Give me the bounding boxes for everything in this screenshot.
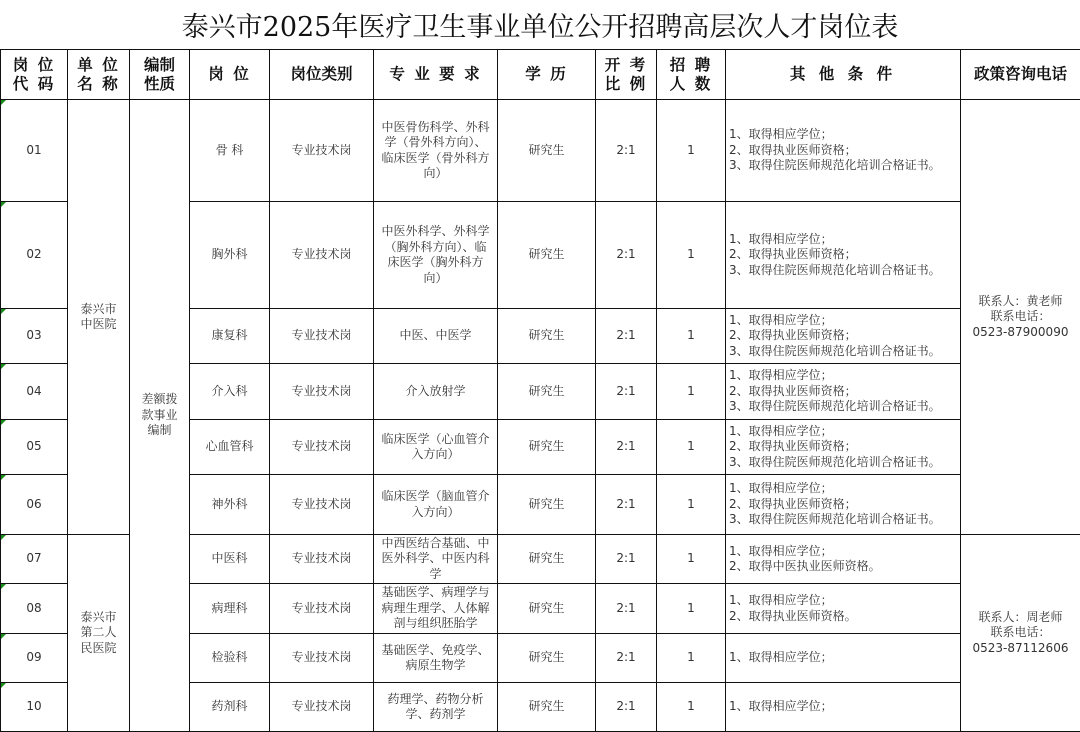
contact-phone: 0523-87900090 [972,324,1069,339]
major-cell: 中西医结合基础、中医外科学、中医内科学 [374,535,498,584]
header-unit [68,50,130,100]
code-cell: 03 [1,309,68,364]
contact-person: 联系人：周老师 [978,609,1063,624]
category-cell: 专业技术岗 [270,420,374,475]
count-cell: 1 [657,475,726,535]
header-major: 专 业 要 求 [374,50,498,100]
conditions-cell [726,364,961,420]
education-cell: 研究生 [498,202,596,309]
contact-person: 联系人：黄老师 [978,293,1063,308]
header-ratio-line2: 比 例 [604,74,648,93]
ratio-cell: 2:1 [596,475,657,535]
condition-line: 3、取得住院医师规范化培训合格证书。 [729,512,941,527]
table-row [1,100,1080,202]
header-row [1,50,1080,100]
code-cell: 01 [1,100,68,202]
post-cell: 胸外科 [190,202,270,309]
contact-cell [961,100,1080,535]
condition-line: 2、取得执业医师资格； [729,142,857,157]
header-code-line1: 岗 位 [12,55,56,74]
conditions-cell [726,202,961,309]
condition-line: 3、取得住院医师规范化培训合格证书。 [729,454,941,469]
major-cell: 基础医学、免疫学、病原生物学 [374,634,498,683]
condition-line: 1、取得相应学位； [729,593,833,607]
count-cell: 1 [657,202,726,309]
major-cell: 临床医学（心血管介入方向） [374,420,498,475]
positions-table [0,49,1080,732]
unit-cell: 泰兴市中医院 [68,100,130,535]
post-cell: 康复科 [190,309,270,364]
header-unit-line1: 单 位 [77,55,120,74]
major-cell: 中医骨伤科学、外科学（骨外科方向）、临床医学（骨外科方向） [374,100,498,202]
conditions-cell [726,683,961,732]
education-cell: 研究生 [498,309,596,364]
condition-line: 3、取得住院医师规范化培训合格证书。 [729,158,941,173]
conditions-cell [726,535,961,584]
education-cell: 研究生 [498,683,596,732]
contact-label: 联系电话： [990,625,1051,640]
category-cell: 专业技术岗 [270,535,374,584]
ratio-cell: 2:1 [596,535,657,584]
header-unit-line2: 名 称 [77,74,120,93]
education-cell: 研究生 [498,364,596,420]
post-cell: 病理科 [190,584,270,634]
code-cell: 02 [1,202,68,309]
header-phone: 政策咨询电话 [961,50,1080,100]
condition-line: 1、取得相应学位； [729,543,833,558]
conditions-cell [726,100,961,202]
header-category: 岗位类别 [270,50,374,100]
condition-line: 1、取得相应学位； [729,423,833,438]
condition-line: 1、取得相应学位； [729,127,833,142]
ratio-cell: 2:1 [596,100,657,202]
category-cell: 专业技术岗 [270,100,374,202]
header-nature-line2: 性质 [143,74,175,93]
condition-line: 1、取得相应学位； [729,650,833,665]
post-cell: 药剂科 [190,683,270,732]
count-cell: 1 [657,634,726,683]
condition-line: 2、取得执业医师资格； [729,328,857,343]
code-cell: 10 [1,683,68,732]
education-cell: 研究生 [498,100,596,202]
header-code [1,50,68,100]
ratio-cell: 2:1 [596,420,657,475]
ratio-cell: 2:1 [596,683,657,732]
count-cell: 1 [657,535,726,584]
nature-cell: 差额拨款事业编制 [130,100,190,732]
ratio-cell: 2:1 [596,634,657,683]
condition-line: 2、取得执业医师资格； [729,383,857,398]
unit-cell: 泰兴市第二人民医院 [68,535,130,732]
code-cell: 05 [1,420,68,475]
post-cell: 神外科 [190,475,270,535]
conditions-cell [726,309,961,364]
code-cell: 07 [1,535,68,584]
major-cell: 基础医学、病理学与病理生理学、人体解剖与组织胚胎学 [374,584,498,634]
major-cell: 药理学、药物分析学、药剂学 [374,683,498,732]
education-cell: 研究生 [498,420,596,475]
count-cell: 1 [657,100,726,202]
condition-line: 3、取得住院医师规范化培训合格证书。 [729,343,941,358]
header-count [657,50,726,100]
education-cell: 研究生 [498,475,596,535]
post-cell: 心血管科 [190,420,270,475]
header-post: 岗 位 [190,50,270,100]
ratio-cell: 2:1 [596,202,657,309]
condition-line: 3、取得住院医师规范化培训合格证书。 [729,262,941,277]
header-count-line1: 招 聘 [669,55,713,74]
code-cell: 08 [1,584,68,634]
category-cell: 专业技术岗 [270,475,374,535]
count-cell: 1 [657,309,726,364]
count-cell: 1 [657,584,726,634]
category-cell: 专业技术岗 [270,202,374,309]
condition-line: 2、取得执业医师资格。 [729,608,857,623]
header-conditions: 其 他 条 件 [726,50,961,100]
category-cell: 专业技术岗 [270,309,374,364]
condition-line: 1、取得相应学位； [729,231,833,246]
ratio-cell: 2:1 [596,309,657,364]
header-count-line2: 人 数 [669,74,713,93]
major-cell: 中医外科学、外科学（胸外科方向）、临床医学（胸外科方向） [374,202,498,309]
ratio-cell: 2:1 [596,584,657,634]
condition-line: 2、取得执业医师资格； [729,496,857,511]
major-cell: 临床医学（脑血管介入方向） [374,475,498,535]
contact-label: 联系电话： [990,309,1051,324]
conditions-cell [726,584,961,634]
code-cell: 06 [1,475,68,535]
conditions-cell [726,420,961,475]
education-cell: 研究生 [498,634,596,683]
code-cell: 04 [1,364,68,420]
header-education: 学 历 [498,50,596,100]
category-cell: 专业技术岗 [270,364,374,420]
page-title: 泰兴市2025年医疗卫生事业单位公开招聘高层次人才岗位表 [181,12,899,43]
category-cell: 专业技术岗 [270,683,374,732]
header-nature [130,50,190,100]
condition-line: 1、取得相应学位； [729,368,833,383]
category-cell: 专业技术岗 [270,634,374,683]
category-cell: 专业技术岗 [270,584,374,634]
major-cell: 中医、中医学 [374,309,498,364]
condition-line: 1、取得相应学位； [729,312,833,327]
condition-line: 2、取得中医执业医师资格。 [729,559,881,573]
condition-line: 1、取得相应学位； [729,481,833,496]
count-cell: 1 [657,420,726,475]
post-cell: 中医科 [190,535,270,584]
education-cell: 研究生 [498,535,596,584]
header-code-line2: 代 码 [12,74,56,93]
condition-line: 2、取得执业医师资格； [729,439,857,454]
post-cell: 介入科 [190,364,270,420]
count-cell: 1 [657,683,726,732]
code-cell: 09 [1,634,68,683]
condition-line: 1、取得相应学位； [729,699,833,714]
count-cell: 1 [657,364,726,420]
major-cell: 介入放射学 [374,364,498,420]
ratio-cell: 2:1 [596,364,657,420]
education-cell: 研究生 [498,584,596,634]
contact-phone: 0523-87112606 [972,640,1069,655]
post-cell: 检验科 [190,634,270,683]
header-ratio-line1: 开 考 [604,55,648,74]
header-ratio [596,50,657,100]
conditions-cell [726,475,961,535]
condition-line: 2、取得执业医师资格； [729,247,857,262]
condition-line: 3、取得住院医师规范化培训合格证书。 [729,399,941,414]
conditions-cell [726,634,961,683]
post-cell: 骨 科 [190,100,270,202]
contact-cell [961,535,1080,732]
header-nature-line1: 编制 [143,55,175,74]
